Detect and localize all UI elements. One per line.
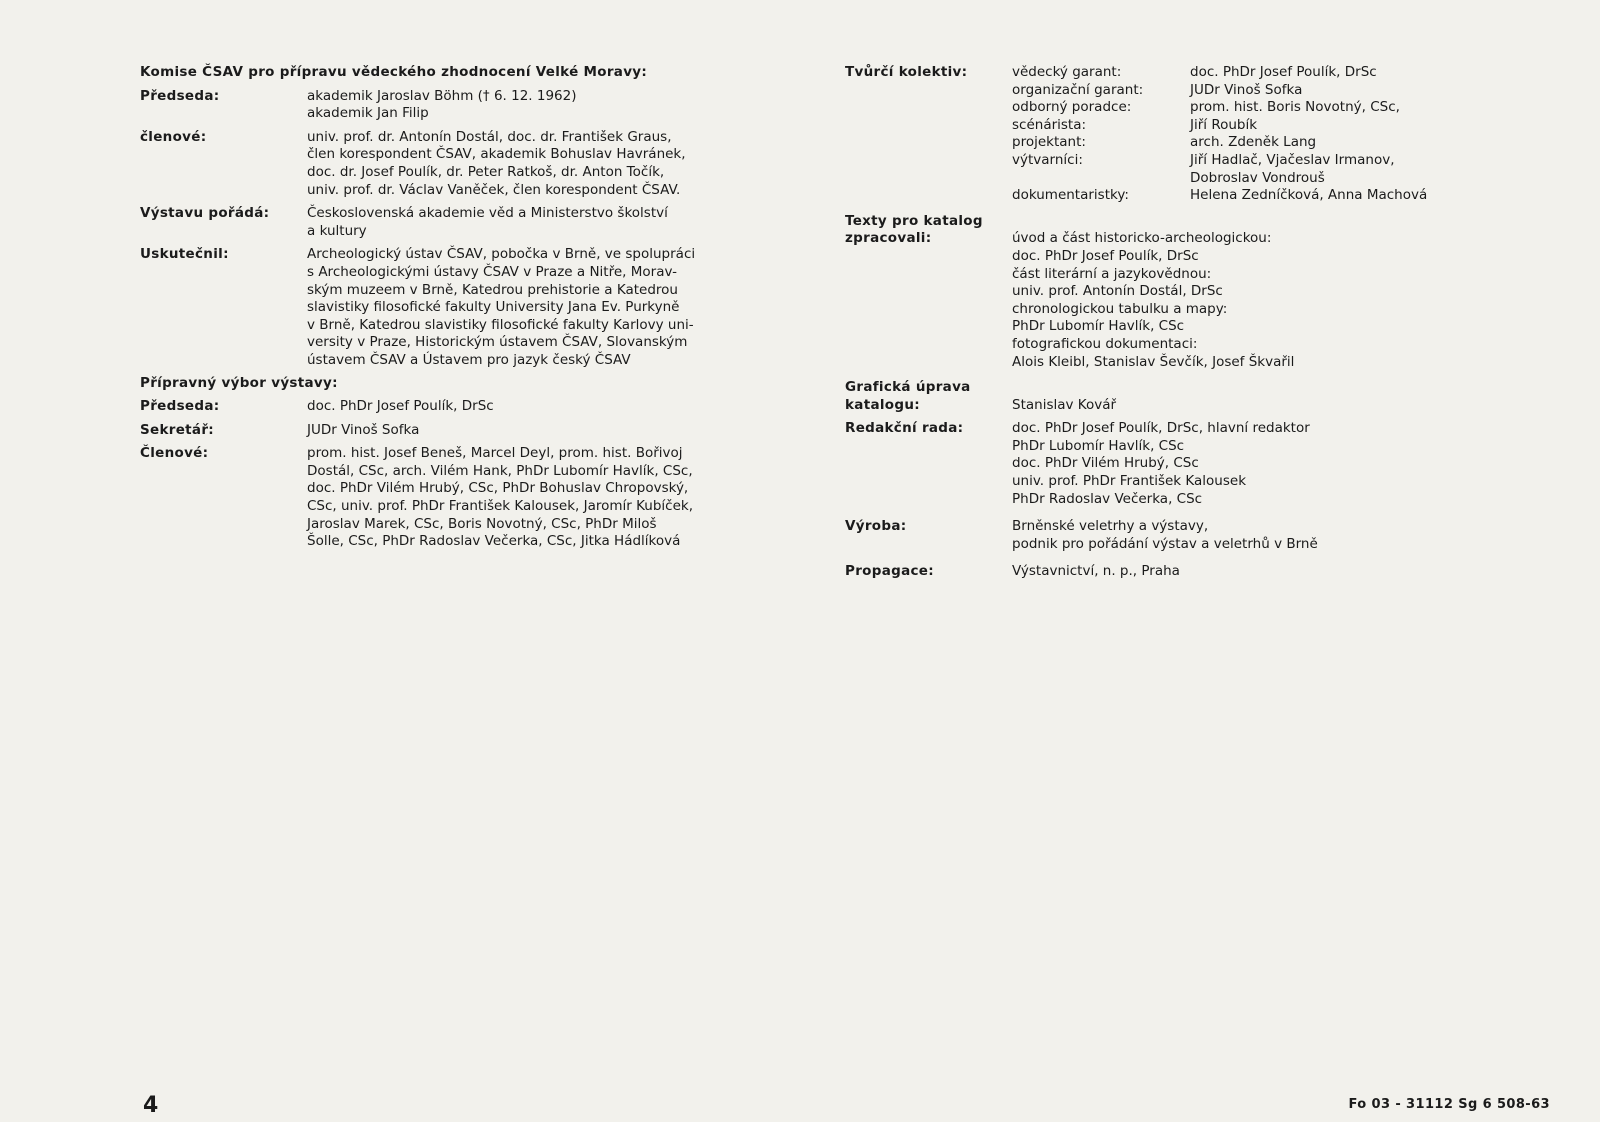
left-column	[140, 64, 780, 551]
text-line: v Brně, Katedrou slavistiky filosofické fakulty Karlovy uni-	[307, 316, 694, 333]
commission-heading: Komise ČSAV pro přípravu vědeckého zhodnocení Velké Moravy:	[140, 64, 648, 80]
text-line: podnik pro pořádání výstav a veletrhů v Brně	[1012, 535, 1318, 552]
label-line: zpracovali:	[845, 230, 932, 247]
text-line: PhDr Lubomír Havlík, CSc	[1012, 437, 1185, 454]
text-line: část literární a jazykovědnou:	[1012, 265, 1212, 282]
page-number: 4	[143, 1093, 159, 1118]
creative-team-label: Tvůrčí kolektiv:	[845, 64, 968, 80]
promotion-label: Propagace:	[845, 563, 934, 580]
commission-members-label: členové:	[140, 128, 207, 145]
committee-members-value	[307, 445, 780, 551]
text-line: Brněnské veletrhy a výstavy,	[1012, 518, 1209, 535]
team-member	[1012, 99, 1485, 117]
text-line: PhDr Lubomír Havlík, CSc	[1012, 318, 1185, 335]
text-line: univ. prof. Antonín Dostál, DrSc	[1012, 283, 1223, 300]
catalog-texts-row	[845, 213, 1485, 371]
text-line: s Archeologickými ústavy ČSAV v Praze a Nitře, Morav-	[307, 263, 677, 280]
team-name: arch. Zdeněk Lang	[1190, 134, 1317, 151]
secretary-value: JUDr Vinoš Sofka	[307, 421, 420, 438]
commission-chair-value	[307, 88, 780, 123]
text-line: akademik Jaroslav Böhm († 6. 12. 1962)	[307, 87, 577, 104]
creative-team-list	[1012, 64, 1485, 205]
realized-by-value	[307, 246, 780, 369]
organizer-value	[307, 205, 780, 240]
text-line: prom. hist. Josef Beneš, Marcel Deyl, prom. hist. Bořivoj	[307, 445, 683, 462]
text-line: chronologickou tabulku a mapy:	[1012, 300, 1228, 317]
preparatory-committee-heading: Přípravný výbor výstavy:	[140, 374, 338, 391]
committee-chair-value: doc. PhDr Josef Poulík, DrSc	[307, 398, 494, 415]
team-name: Helena Zedníčková, Anna Machová	[1190, 187, 1428, 204]
team-member-continued	[1012, 170, 1485, 188]
graphic-design-value: Stanislav Kovář	[1012, 396, 1117, 413]
team-role: vědecký garant:	[1012, 64, 1122, 80]
team-member	[1012, 187, 1485, 205]
team-member	[1012, 152, 1485, 170]
catalog-texts-label	[845, 213, 1012, 371]
team-member	[1012, 82, 1485, 100]
right-column	[845, 64, 1485, 581]
team-member	[1012, 134, 1485, 152]
text-line: fotografickou dokumentaci:	[1012, 335, 1198, 352]
text-line: Jaroslav Marek, CSc, Boris Novotný, CSc, PhDr Miloš	[307, 515, 657, 532]
commission-chair-row	[140, 88, 780, 123]
production-value	[1012, 518, 1485, 553]
secretary-row	[140, 422, 780, 440]
commission-members-row	[140, 129, 780, 199]
commission-members-value	[307, 129, 780, 199]
editorial-board-row	[845, 420, 1485, 508]
commission-chair-label: Předseda:	[140, 87, 220, 104]
text-line: doc. dr. Josef Poulík, dr. Peter Ratkoš, dr. Anton Točík,	[307, 163, 665, 180]
text-line: univ. prof. dr. Václav Vaněček, člen korespondent ČSAV.	[307, 181, 681, 198]
team-role: výtvarníci:	[1012, 151, 1083, 168]
text-line: CSc, univ. prof. PhDr František Kalousek, Jaromír Kubíček,	[307, 498, 694, 515]
realized-by-label: Uskutečnil:	[140, 246, 229, 263]
team-role: odborný poradce:	[1012, 99, 1132, 116]
graphic-design-row	[845, 379, 1485, 414]
team-member	[1012, 64, 1485, 82]
team-role: dokumentaristky:	[1012, 187, 1129, 204]
committee-members-row	[140, 445, 780, 551]
text-line: Alois Kleibl, Stanislav Ševčík, Josef Škvařil	[1012, 353, 1295, 370]
catalog-texts-value	[1012, 213, 1485, 371]
creative-team-row	[845, 64, 1485, 205]
committee-chair-row	[140, 398, 780, 416]
text-line: ústavem ČSAV a Ústavem pro jazyk český ČSAV	[307, 351, 631, 368]
team-name: Jiří Roubík	[1190, 116, 1258, 133]
text-line: ským muzeem v Brně, Katedrou prehistorie a Katedrou	[307, 281, 678, 298]
label-line: Texty pro katalog	[845, 212, 983, 229]
text-line: univ. prof. dr. Antonín Dostál, doc. dr. František Graus,	[307, 128, 672, 145]
team-name: Jiří Hadlač, Vjačeslav Irmanov,	[1190, 151, 1395, 168]
text-line: doc. PhDr Vilém Hrubý, CSc, PhDr Bohuslav Chropovský,	[307, 480, 689, 497]
text-line: akademik Jan Filip	[307, 105, 429, 122]
team-name: JUDr Vinoš Sofka	[1190, 81, 1303, 98]
promotion-row	[845, 563, 1485, 581]
production-row	[845, 518, 1485, 553]
text-line: doc. PhDr Josef Poulík, DrSc	[1012, 247, 1199, 264]
team-role: scénárista:	[1012, 116, 1087, 133]
team-name: doc. PhDr Josef Poulík, DrSc	[1190, 64, 1377, 80]
text-line: univ. prof. PhDr František Kalousek	[1012, 473, 1247, 490]
team-member	[1012, 117, 1485, 135]
text-line: a kultury	[307, 222, 367, 239]
committee-members-label: Členové:	[140, 445, 209, 462]
text-line: úvod a část historicko-archeologickou:	[1012, 230, 1272, 247]
promotion-value: Výstavnictví, n. p., Praha	[1012, 563, 1180, 580]
text-line: Šolle, CSc, PhDr Radoslav Večerka, CSc, Jitka Hádlíková	[307, 533, 681, 550]
production-label: Výroba:	[845, 518, 907, 535]
text-line: PhDr Radoslav Večerka, CSc	[1012, 490, 1203, 507]
secretary-label: Sekretář:	[140, 421, 214, 438]
text-line: doc. PhDr Josef Poulík, DrSc, hlavní redaktor	[1012, 420, 1310, 437]
team-name: Dobroslav Vondrouš	[1190, 169, 1325, 186]
team-role: organizační garant:	[1012, 81, 1144, 98]
graphic-design-label	[845, 379, 1012, 414]
editorial-board-label: Redakční rada:	[845, 420, 964, 437]
label-line: katalogu:	[845, 396, 920, 413]
text-line: versity v Praze, Historickým ústavem ČSAV, Slovanským	[307, 334, 688, 351]
team-role: projektant:	[1012, 134, 1086, 151]
organizer-row	[140, 205, 780, 240]
text-line: slavistiky filosofické fakulty University Jana Ev. Purkyně	[307, 299, 680, 316]
print-code: Fo 03 - 31112 Sg 6 508-63	[1348, 1097, 1550, 1112]
text-line: Československá akademie věd a Ministerstvo školství	[307, 205, 668, 222]
team-name: prom. hist. Boris Novotný, CSc,	[1190, 99, 1400, 116]
label-line: Grafická úprava	[845, 379, 971, 396]
text-line: Dostál, CSc, arch. Vilém Hank, PhDr Lubomír Havlík, CSc,	[307, 462, 693, 479]
organizer-label: Výstavu pořádá:	[140, 205, 270, 222]
text-line: Archeologický ústav ČSAV, pobočka v Brně, ve spolupráci	[307, 246, 696, 263]
editorial-board-value	[1012, 420, 1485, 508]
text-line: doc. PhDr Vilém Hrubý, CSc	[1012, 455, 1199, 472]
committee-chair-label: Předseda:	[140, 398, 220, 415]
realized-by-row	[140, 246, 780, 369]
text-line: člen korespondent ČSAV, akademik Bohuslav Havránek,	[307, 146, 686, 163]
